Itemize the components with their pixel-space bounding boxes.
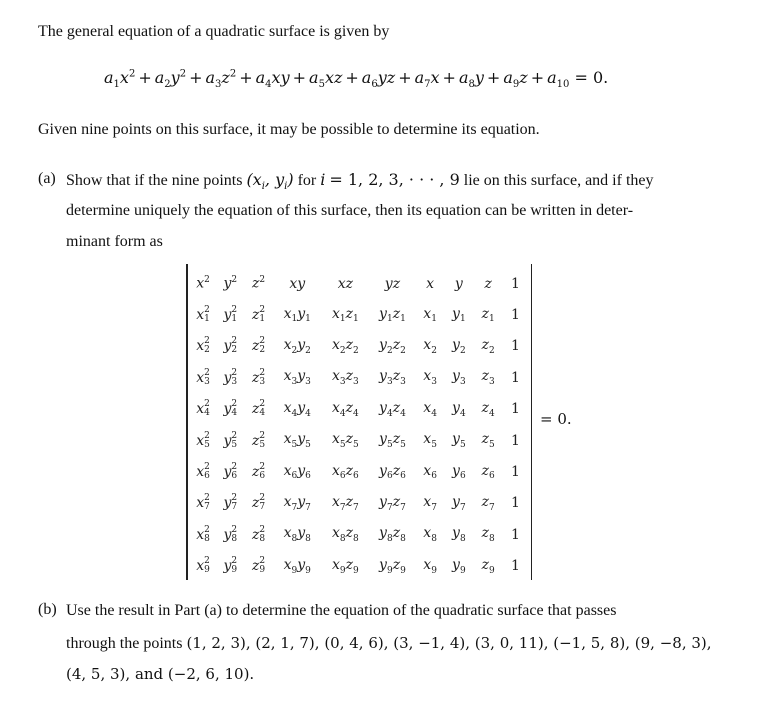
determinant-cell: x6y6	[283, 462, 311, 482]
determinant-cell: 1	[510, 338, 520, 355]
determinant-header-cell: $y^2$	[223, 275, 238, 293]
given-text: Given nine points on this surface, it may be possible to determine its equation.	[38, 121, 540, 138]
determinant-cell: y9	[452, 556, 466, 576]
determinant-row	[190, 362, 528, 393]
determinant-cell: x5z5	[331, 431, 359, 451]
determinant-cell: 1	[510, 464, 520, 481]
determinant-cell: x2	[423, 337, 437, 356]
determinant-cell: x4y4	[283, 399, 311, 419]
determinant-cell: x8	[423, 525, 437, 545]
determinant-cell: x5	[423, 431, 437, 451]
determinant-cell: x 2 8	[196, 524, 210, 544]
determinant-cell: y6	[452, 462, 466, 482]
determinant-cell: x1y1	[283, 305, 311, 325]
determinant-row	[190, 331, 528, 362]
determinant-cell: z 2 7	[251, 493, 266, 513]
determinant-cell: z 2 2	[251, 336, 266, 356]
determinant-cell: 1	[510, 401, 520, 418]
determinant-cell: z9	[481, 556, 495, 576]
determinant-cell: y 2 2	[223, 336, 238, 356]
determinant-cell: y7z7	[379, 494, 406, 513]
part-a-line1-pre: Show that if the nine points	[66, 172, 243, 189]
index-range-values: = 1, 2, 3, · · · , 9	[329, 170, 460, 189]
determinant-left-bar	[186, 264, 188, 580]
determinant-cell: y5	[452, 431, 466, 451]
determinant-cell: z 2 8	[251, 524, 266, 544]
determinant-header-cell: $z^2$	[251, 275, 266, 293]
points-list-1: (1, 2, 3), (2, 1, 7), (0, 4, 6), (3, −1, 4), (3, 0, 11), (−1, 5, 8), (9, −8, 3),	[186, 634, 712, 652]
determinant-cell: z 2 4	[251, 399, 266, 419]
determinant-cell: z 2 3	[251, 367, 266, 387]
determinant-cell: 1	[510, 369, 520, 386]
determinant-header-cell: $x^2$	[196, 275, 210, 293]
determinant-cell: y 2 6	[223, 462, 238, 482]
determinant-cell: y3	[452, 368, 466, 388]
determinant-header-cell: 1	[510, 275, 520, 292]
determinant-cell: x3y3	[283, 368, 311, 388]
determinant-cell: y 2 7	[223, 493, 238, 513]
determinant-cell: x 2 1	[196, 305, 210, 325]
determinant-cell: y8z8	[379, 525, 406, 545]
determinant-cell: x1z1	[331, 305, 359, 325]
determinant-cell: y6z6	[379, 462, 406, 482]
determinant-cell: x 2 3	[196, 367, 210, 387]
determinant-cell: x3z3	[331, 368, 359, 388]
determinant-cell: x4z4	[331, 399, 359, 419]
determinant-cell: 1	[510, 307, 520, 324]
determinant-cell: 1	[510, 495, 520, 512]
part-a-line-3: minant form as	[66, 233, 163, 250]
determinant-cell: y 2 8	[223, 524, 238, 544]
determinant-cell: x4	[423, 399, 437, 419]
determinant-cell: z6	[481, 462, 495, 482]
determinant-header-cell: x	[426, 275, 435, 292]
determinant-cell: x9z9	[331, 556, 359, 576]
determinant-row	[190, 299, 528, 330]
determinant-cell: x3	[423, 368, 437, 388]
determinant-cell: y7	[452, 494, 466, 513]
part-b-line-3	[66, 664, 254, 685]
part-a-label: (a)	[38, 170, 56, 187]
determinant-cell: x 2 5	[196, 430, 210, 450]
index-range: i	[320, 170, 326, 189]
determinant-cell: x 2 4	[196, 399, 210, 419]
points-list-2: (4, 5, 3), and (−2, 6, 10).	[66, 665, 255, 683]
determinant-cell: z 2 5	[251, 430, 266, 450]
determinant-cell: x7	[423, 494, 437, 513]
determinant-cell: z7	[481, 494, 495, 513]
part-b-label: (b)	[38, 601, 57, 618]
determinant-cell: x6z6	[331, 462, 359, 482]
determinant-cell: y2	[452, 337, 466, 356]
determinant-cell: x9y9	[283, 556, 311, 576]
determinant-cell: z 2 9	[251, 556, 266, 576]
determinant-header-cell: y	[454, 275, 463, 292]
determinant-cell: y5z5	[379, 431, 406, 451]
determinant-rhs: = 0.	[540, 410, 572, 428]
determinant-cell: z8	[481, 525, 495, 545]
determinant-header-cell: xz	[337, 275, 353, 292]
part-b-line-1: Use the result in Part (a) to determine the equation of the quadratic surface that passes	[66, 602, 617, 619]
determinant-cell: x 2 7	[196, 493, 210, 513]
determinant-row	[190, 551, 528, 582]
determinant-row	[190, 488, 528, 519]
determinant-cell: z5	[481, 431, 495, 451]
determinant-cell: x8z8	[331, 525, 359, 545]
determinant-cell: y8	[452, 525, 466, 545]
determinant-cell: z1	[481, 305, 495, 325]
general-equation: $a_1x^2 + a_2y^2 + a_3z^2 + a_4xy + a_5xz + a_6yz + a_7x + a_8y + a_9z + a_{10} = 0$.	[104, 68, 609, 91]
determinant-cell: z2	[481, 337, 495, 356]
determinant-cell: y 2 4	[223, 399, 238, 419]
determinant-cell: x7z7	[331, 494, 359, 513]
determinant-row	[190, 519, 528, 550]
determinant-cell: y1	[452, 305, 466, 325]
part-a-line-1	[66, 170, 654, 197]
part-b-line2-prefix: through the points	[66, 635, 183, 652]
determinant-row	[190, 394, 528, 425]
determinant-cell: x9	[423, 556, 437, 576]
determinant-cell: z 2 1	[251, 305, 266, 325]
determinant-cell: z 2 6	[251, 462, 266, 482]
determinant-cell: 1	[510, 432, 520, 449]
determinant-row	[190, 456, 528, 487]
determinant-cell: x 2 9	[196, 556, 210, 576]
determinant-cell: x 2 2	[196, 336, 210, 356]
determinant-cell: y9z9	[379, 556, 406, 576]
determinant-cell: y2z2	[379, 337, 406, 356]
determinant-cell: 1	[510, 526, 520, 543]
determinant-cell: y 2 5	[223, 430, 238, 450]
determinant-matrix	[190, 268, 528, 582]
determinant-cell: y4z4	[379, 399, 406, 419]
point-notation: ($x_i$, $y_i$)	[246, 170, 294, 193]
part-a-line-2: determine uniquely the equation of this surface, then its equation can be written in deter-	[66, 202, 634, 219]
determinant-cell: x2z2	[331, 337, 359, 356]
determinant-cell: y1z1	[379, 305, 406, 325]
determinant-cell: 1	[510, 558, 520, 575]
determinant-cell: x7y7	[283, 494, 311, 513]
determinant-cell: x8y8	[283, 525, 311, 545]
determinant-cell: x6	[423, 462, 437, 482]
determinant-cell: x2y2	[283, 337, 311, 356]
determinant-header-cell: yz	[384, 275, 401, 292]
determinant-cell: y 2 1	[223, 305, 238, 325]
determinant-cell: y 2 3	[223, 367, 238, 387]
part-a-line1-mid: for	[297, 172, 317, 189]
equation-rhs: = 0.	[574, 68, 609, 87]
determinant-cell: x5y5	[283, 431, 311, 451]
part-a-line1-post: lie on this surface, and if they	[463, 172, 654, 189]
determinant-cell: z3	[481, 368, 495, 388]
determinant-cell: y4	[452, 399, 466, 419]
determinant-right-bar	[531, 264, 533, 580]
determinant-cell: y3z3	[379, 368, 406, 388]
determinant-cell: x1	[423, 305, 437, 325]
determinant	[186, 264, 532, 580]
determinant-row	[190, 425, 528, 456]
determinant-cell: y 2 9	[223, 556, 238, 576]
intro-text: The general equation of a quadratic surface is given by	[38, 23, 390, 40]
determinant-header-cell: xy	[289, 275, 306, 292]
determinant-header-row	[190, 268, 528, 299]
determinant-cell: x 2 6	[196, 462, 210, 482]
determinant-header-cell: z	[484, 275, 492, 292]
determinant-cell: z4	[481, 399, 495, 419]
part-b-line-2	[66, 633, 712, 654]
